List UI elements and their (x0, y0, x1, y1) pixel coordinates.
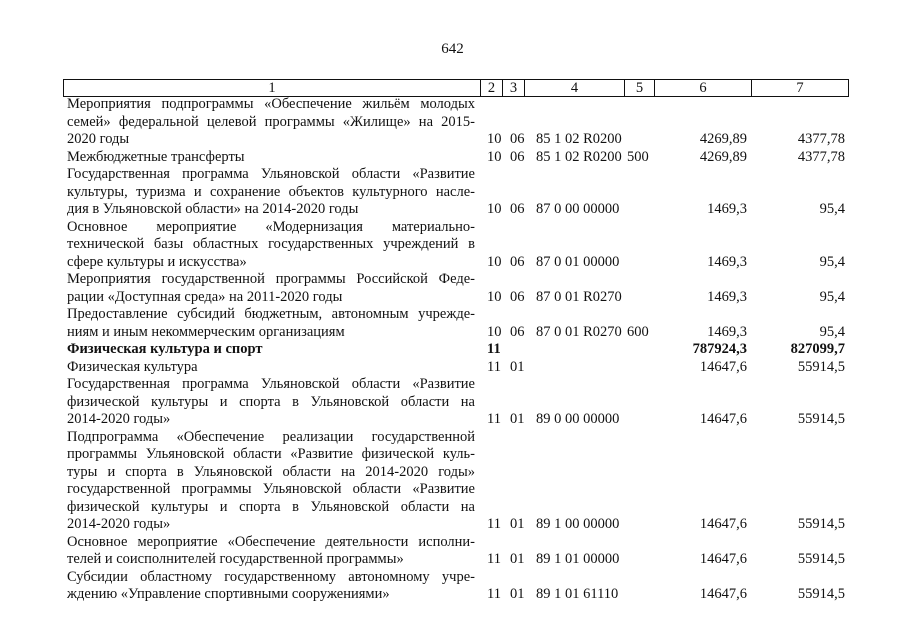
row-name (67, 359, 475, 377)
row-subsection: 06 (510, 323, 525, 340)
row-name-line: 2014-2020 годы» (67, 411, 171, 427)
row-subsection: 06 (510, 201, 525, 217)
row-name-line: государственной программы Ульяновской области «Развитие (67, 481, 475, 497)
row-name (67, 271, 475, 306)
header-col-1: 1 (64, 80, 481, 96)
row-sum-2019: 1469,3 (707, 201, 747, 217)
page-number: 642 (441, 41, 464, 57)
row-sum-2020: 55914,5 (797, 516, 845, 532)
row-sum-2019: 14647,6 (699, 411, 747, 427)
row-subsection: 01 (510, 586, 525, 602)
row-sum-2020: 55914,5 (797, 358, 845, 375)
header-col-3: 3 (503, 80, 525, 96)
row-subsection: 01 (510, 358, 525, 375)
row-sum-2020: 827099,7 (790, 341, 845, 357)
row-section: 11 (487, 358, 501, 375)
row-target-code: 85 1 02 R0200 (536, 148, 622, 165)
row-name-line: рации «Доступная среда» на 2011-2020 годы (67, 288, 343, 305)
row-name (67, 96, 475, 149)
row-name-line: туры и спорта в Ульяновской области на 2014-2020 годы» (67, 463, 475, 480)
row-subsection: 01 (510, 516, 525, 532)
row-name-line: ждению «Управление спортивными сооружениями» (67, 586, 390, 602)
header-col-2: 2 (481, 80, 503, 96)
row-name (67, 306, 475, 341)
row-subsection: 06 (510, 131, 525, 147)
row-section: 11 (487, 586, 501, 602)
row-subsection: 01 (510, 411, 525, 427)
table-row (0, 569, 905, 604)
row-section: 11 (487, 341, 501, 357)
row-target-code: 87 0 00 00000 (536, 201, 620, 217)
row-name-line: программы Ульяновской области «Развитие физической куль- (67, 446, 475, 462)
row-section: 10 (487, 288, 502, 305)
row-name (67, 166, 475, 219)
row-target-code: 89 1 01 00000 (536, 551, 620, 567)
table-row (0, 271, 905, 306)
row-subsection: 06 (510, 148, 525, 165)
row-sum-2020: 95,4 (819, 323, 845, 340)
row-name-line: Предоставление субсидий бюджетным, автономным учрежде- (67, 306, 475, 322)
row-name-line: Основное мероприятие «Модернизация материально- (67, 218, 475, 235)
row-sum-2020: 95,4 (819, 288, 845, 305)
row-target-code: 89 1 01 61110 (536, 586, 619, 602)
row-sum-2019: 1469,3 (707, 253, 747, 270)
row-name (67, 219, 475, 272)
row-sum-2019: 4269,89 (699, 131, 747, 147)
row-target-code: 87 0 01 R0270 (536, 288, 622, 305)
row-sum-2020: 4377,78 (797, 148, 845, 165)
row-name-line: Субсидии областному государственному автономному учре- (67, 568, 475, 585)
row-name-line: Мероприятия подпрограммы «Обеспечение жильём молодых (67, 96, 475, 112)
row-subsection: 06 (510, 288, 525, 305)
row-section: 10 (487, 253, 502, 270)
row-name-line: Физическая культура (67, 358, 198, 375)
row-name (67, 149, 475, 167)
row-sum-2019: 4269,89 (699, 148, 747, 165)
header-col-5: 5 (625, 80, 655, 96)
table-row (0, 96, 905, 149)
row-name-line: технической базы областных государственных учреждений в (67, 236, 475, 252)
row-sum-2020: 55914,5 (797, 411, 845, 427)
table-row (0, 341, 905, 359)
row-section: 11 (487, 411, 501, 427)
row-sum-2019: 14647,6 (699, 358, 747, 375)
row-name-line: Межбюджетные трансферты (67, 148, 245, 165)
row-target-code: 85 1 02 R0200 (536, 131, 622, 147)
row-name (67, 569, 475, 604)
row-sum-2020: 95,4 (819, 253, 845, 270)
row-target-code: 89 1 00 00000 (536, 516, 620, 532)
table-row (0, 166, 905, 219)
row-section: 10 (487, 201, 502, 217)
header-col-4: 4 (525, 80, 625, 96)
row-name (67, 376, 475, 429)
table-row (0, 376, 905, 429)
row-name-line: 2014-2020 годы» (67, 516, 171, 532)
row-name-line: сфере культуры и искусства» (67, 253, 247, 270)
row-expense-type: 500 (627, 148, 649, 165)
row-section: 10 (487, 323, 502, 340)
row-sum-2019: 787924,3 (692, 341, 747, 357)
row-section: 11 (487, 551, 501, 567)
row-name-line: дия в Ульяновской области» на 2014-2020 годы (67, 201, 359, 217)
table-row (0, 429, 905, 534)
row-subsection: 06 (510, 253, 525, 270)
row-subsection: 01 (510, 551, 525, 567)
row-name-line: Государственная программа Ульяновской области «Развитие (67, 376, 475, 392)
table-row (0, 306, 905, 341)
row-name-line: Мероприятия государственной программы Российской Феде- (67, 271, 475, 287)
table-header (63, 79, 849, 97)
table-row (0, 359, 905, 377)
table-row (0, 149, 905, 167)
row-name-line: ниям и иным некоммерческим организациям (67, 323, 345, 340)
row-sum-2020: 4377,78 (797, 131, 845, 147)
row-name-line: 2020 годы (67, 131, 130, 147)
row-name (67, 341, 475, 359)
row-name-line: культуры, туризма и сохранение объектов культурного насле- (67, 183, 475, 200)
row-name-line: Основное мероприятие «Обеспечение деятельности исполни- (67, 533, 475, 550)
row-name (67, 534, 475, 569)
row-name (67, 429, 475, 534)
row-sum-2019: 1469,3 (707, 288, 747, 305)
header-col-7: 7 (796, 80, 804, 96)
row-name-line: физической культуры и спорта в Ульяновской области на (67, 393, 475, 410)
row-section: 10 (487, 148, 502, 165)
row-name-line: физической культуры и спорта в Ульяновской области на (67, 498, 475, 515)
row-sum-2020: 95,4 (819, 201, 845, 217)
row-sum-2019: 1469,3 (707, 323, 747, 340)
row-name-line: телей и соисполнителей государственной программы» (67, 551, 404, 567)
row-sum-2019: 14647,6 (699, 516, 747, 532)
row-sum-2019: 14647,6 (699, 551, 747, 567)
table-row (0, 219, 905, 272)
row-target-code: 89 0 00 00000 (536, 411, 620, 427)
row-target-code: 87 0 01 R0270 (536, 323, 622, 340)
row-section: 11 (487, 516, 501, 532)
row-expense-type: 600 (627, 323, 649, 340)
row-name-line: Физическая культура и спорт (67, 341, 263, 357)
row-section: 10 (487, 131, 502, 147)
row-name-line: Подпрограмма «Обеспечение реализации государственной (67, 428, 475, 445)
row-sum-2019: 14647,6 (699, 586, 747, 602)
row-sum-2020: 55914,5 (797, 586, 845, 602)
table-row (0, 534, 905, 569)
row-name-line: Государственная программа Ульяновской области «Развитие (67, 166, 475, 182)
row-name-line: семей» федеральной целевой программы «Жилище» на 2015- (67, 113, 475, 130)
row-target-code: 87 0 01 00000 (536, 253, 620, 270)
header-col-6: 6 (655, 80, 752, 96)
row-sum-2020: 55914,5 (797, 551, 845, 567)
